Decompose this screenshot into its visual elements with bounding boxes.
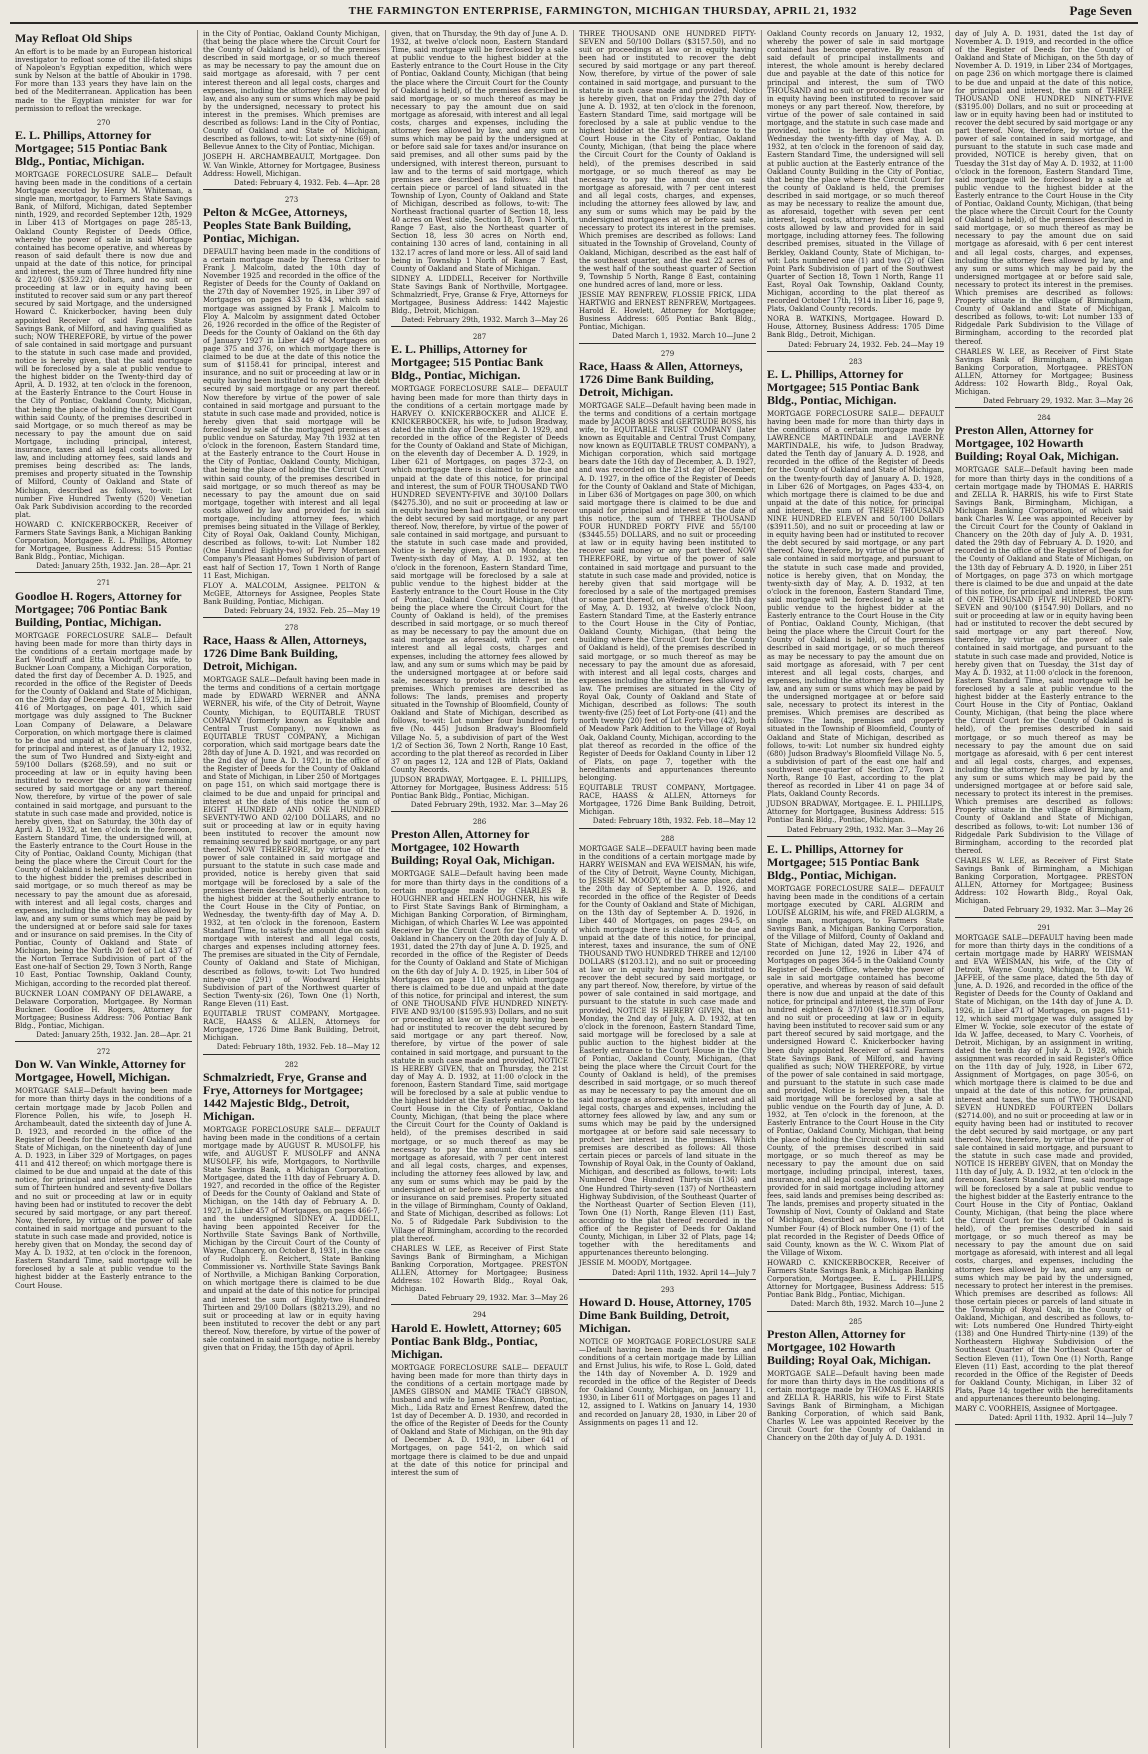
notice-heading: E. L. Phillips, Attorney for Mortgagee; 515 Pontiac Bank Bldg., Pontiac, Michigan.	[391, 342, 544, 383]
notice-heading: May Refloat Old Ships	[15, 31, 133, 45]
notice-dates: Dated February 29, 1932. Mar. 3—May 26	[955, 906, 1133, 917]
notice-dates: Dated: February 24, 1932. Feb. 25—May 19	[203, 607, 380, 618]
notice-heading: Race, Haass & Allen, Attorneys, 1726 Dime Bank Building, Detroit, Michigan.	[203, 633, 367, 674]
notice-number: 283	[848, 357, 863, 366]
notice-heading: Don W. Van Winkle, Attorney for Mortgagee, Howell, Michigan.	[15, 1057, 186, 1085]
legal-notice	[15, 119, 192, 574]
notice-number: 286	[472, 818, 487, 827]
notice-body: MORTGAGE FORECLOSURE SALE— DEFAULT having been made for more than thirty days in the conditions of a certain mortgage made by JAMES GIBSON and MAMIE TRACY GIBSON, husband and wife to James Mac-Kinnon, Pontiac, Mich., Lida Ratz and Ernest Renfrew, dated the 1st day of December A. D. 1930, and recorded in the office of the Register of Deeds for the County of Oakland and State of Michigan, on the 9th day of December A. D. 1930, in Liber 641 of Mortgages, on page 541-2, on which said mortgage there is claimed to be due and unpaid at the date of this notice for principal and interest the sum of	[391, 1363, 568, 1477]
paper-title: THE FARMINGTON ENTERPRISE, FARMINGTON, MICHIGAN THURSDAY, APRIL 21, 1932	[348, 5, 857, 17]
legal-notice	[579, 350, 756, 829]
notice-body: MORTGAGE SALE—DEFAULT having been made in the conditions of a certain mortgage made by HARRY WEISMAN and EVA WEISMAN, his wife, of the City of Detroit, Wayne County, Michigan, to JESSIE M. MOODY, of the same place, dated the 20th day of September A. D. 1926, and recorded in the office of the Register of Deeds for the County of Oakland and State of Michigan, on the 13th day of September A. D. 1926, in Liber 440 of Mortgages, on pages 294-5, on which mortgage there is claimed to be due and unpaid at the date of this notice, for principal, interest, taxes and insurance, the sum of ONE THOUSAND TWO HUNDRED THREE and 12/100 DOLLARS ($1203.12), and no suit or proceeding at law or in equity having been instituted to recover the debt secured by said mortgage, or any part thereof. Now, therefore, by virtue of the power of sale contained in said mortgage, and pursuant to the statute in such case made and provided, NOTICE IS HEREBY GIVEN, that on Monday, the 2nd day of July, A. D. 1932, at ten o'clock in the forenoon, Eastern Standard Time, said mortgage will be foreclosed by a sale at public auction to the highest bidder at the Easterly entrance to the Court House in the City of Pontiac, Oakland County, Michigan, (that being the place where the Circuit Court for the County of Oakland is held), of the premises described in said mortgage, or so much thereof as may be necessary to pay the amount due on said mortgage as aforesaid, with interest and all legal costs, charges and expenses, including the attorney fees allowed by law, and any sum or sums which may be paid by the undersigned mortgagee at or before said sale necessary to protect her interest in the premises. Which premises are described as follows: All those certain pieces or parcels of land situate in the Township of Royal Oak, in the County of Oakland, Michigan, and described as follows, to-wit: Lots Numbered One Hundred Thirty-six (136) and One Hundred Thirty-seven (137) of Northeastern Highway Subdivision, of the Southeast Quarter of the Northeast Quarter of Section Eleven (11), Town One (1) North, Range Eleven (11) East, according to the plat thereof recorded in the office of the Register of Deeds for Oakland County, Michigan, in Liber 32 of Plats, page 14; together with the hereditaments and appurtenances thereunto belonging.	[579, 844, 756, 1258]
legal-notice	[203, 196, 380, 618]
notice-heading: Harold E. Howlett, Attorney; 605 Pontiac Bank Bldg., Pontiac, Michigan.	[391, 1320, 562, 1361]
notice-dates: Dated: February 24, 1932. Feb. 24—May 19	[767, 341, 944, 352]
legal-notice	[579, 30, 756, 344]
legal-notice	[579, 1286, 756, 1427]
notice-body: MORTGAGE FORECLOSURE SALE— Default having been made in the conditions of a certain Mortgage executed by Henry M. Whiteman, a single man, mortgagor, to Farmers State Savings Bank, of Milford, Michigan, dated September ninth, 1929, and recorded September 12th, 1929 in Liber 413 of Mortgages on page 285-13, Oakland County Register of Deeds Office, whereby the power of sale in said Mortgage contained has become operative, and whereas by reason of said default there is now due and unpaid at the date of this notice, for principal and interest, the sum of Three hundred fifty nine & 22/100 ($359.22) dollars, and no suit or proceeding at law or in equity having been instituted to recover said sum or any part thereof secured by said Mortgage, and the undersigned Howard C. Knickerbocker, having been duly appointed Receiver of said Farmers State Savings Bank, of Milford, and having qualified as such; NOW THEREFORE, by virtue of the power of sale contained in said mortgage and pursuant to the statute in such case made and provided, notice is hereby given, that the said mortgage will be foreclosed by a sale at public vendue to the highest bidder on the Twenty-third day of April, A. D. 1932, at ten o'clock in the forenoon, at the Easterly Entrance to the Court House in the City of Pontiac, Oakland County, Michigan, that being the place of holding the Circuit Court within said County, of the premises described in said Mortgage, or so much thereof as may be necessary to pay the amount due on said Mortgage, including principal, interest, insurance, taxes and all legal costs allowed by law, and including attorney fees, said lands and premises being described as: The lands, premises and property situated in the Township of Milford, County of Oakland and State of Michigan, described as follows, to-wit: Lot number Five Hundred Twenty (520) Venetian Oak Park Subdivision according to the recorded plat.	[15, 170, 192, 519]
notice-dates: Dated: February 18th, 1932. Feb. 18—May 12	[579, 817, 756, 828]
notice-body: given, that on Thursday, the 9th day of June A. D. 1932, at twelve o'clock noon, Eastern Standard Time, said mortgage will be foreclosed by a sale at public vendue to the highest bidder at the Easterly entrance to the Court House in the City of Pontiac, Oakland County, Michigan (that being the place where the Circuit Court for the County of Oakland is held), of the premises described in said mortgage, or so much thereof as may be necessary to pay the amount due on said mortgage as aforesaid, with interest and all legal costs, charges and expenses, including the attorney fees allowed by law, and any sum or sums which may be paid by the undersigned at or before said sale for taxes and/or insurance on said premises, and all other sums paid by the undersigned, with interest thereon, pursuant to law and to the terms of said mortgage, which premises are described as follows: All that certain piece or parcel of land situated in the Township of Lyon, County of Oakland and State of Michigan, described as follows, to-wit: The Northeast fractional quarter of Section 18, less 40 acres on West side, Section 18, Town 1 North, Range 7 East, also the Northeast quarter of Section 18, less 30 acres on North end, containing 130 acres of land, containing in all 132.17 acres of land more or less. All of said land being in Township 1 North of Range 7 East, County of Oakland and State of Michigan.	[391, 30, 568, 273]
notice-number: 273	[284, 195, 299, 204]
notice-heading: Preston Allen, Attorney for Mortgagee, 102 Howarth Building; Royal Oak, Michigan.	[767, 1326, 931, 1367]
notice-heading: E. L. Phillips, Attorney for Mortgagee; 515 Pontiac Bank Bldg., Pontiac, Michigan.	[15, 127, 168, 168]
notice-heading: Race, Haass & Allen, Attorneys, 1726 Dime Bank Building, Detroit, Michigan.	[579, 358, 743, 399]
legal-notice	[15, 32, 192, 113]
notice-number: 270	[96, 118, 111, 127]
newspaper-column	[950, 30, 1138, 1748]
notice-body: MORTGAGE FORECLOSURE SALE— DEFAULT having been made in the conditions of a certain mortgage made by AUGUST R. MUSOLFF, his wife, and AUGUST F. MUSOLFF and ANNA MUSOLFF, his wife, Mortgagors, to Northville State Savings Bank, a Michigan Corporation, Mortgagee, dated the 11th day of February A. D. 1927, and recorded in the office of the Register of Deeds for the County of Oakland and State of Michigan, on the 14th day of February A. D. 1927, in Liber 457 of Mortgages, on pages 466-7, and the undersigned SIDNEY A. LIDDELL, having been appointed Receiver for the Northville State Savings Bank of Northville, Michigan by the Circuit Court of the County of Wayne, Chancery, on October 8, 1931, in the case of Rudolph E. Reichert, State Banking Commissioner vs. Northville State Savings Bank of Northville, a Michigan Banking Corporation, on which mortgage there is claimed to be due and unpaid at the date of this notice for principal and interest the sum of Eighty-two Hundred Thirteen and 29/100 Dollars ($8213.29), and no suit or proceeding at law or in equity having been instituted to recover the debt or any part thereof. Now, therefore, by virtue of the power of sale contained in said mortgage, notice is hereby given that on Friday, the 15th day of April.	[203, 1125, 380, 1353]
notice-heading: Howard D. House, Attorney, 1705 Dime Bank Building, Detroit, Michigan.	[579, 1294, 752, 1335]
notice-signature: JUDSON BRADWAY, Mortgagee. E. L. PHILLIPS, Attorney for Mortgagee, Business Address: 515 Pontiac Bank Bldg., Pontiac, Michigan.	[767, 800, 944, 825]
legal-notice	[15, 1048, 192, 1289]
masthead	[10, 0, 1138, 24]
notice-dates: Dated: April 11th, 1932. April 14—July 7	[955, 1414, 1133, 1425]
notice-body: MORTGAGE SALE—Default having been made for more than thirty days in the conditions of a certain mortgage made by THOMAS E. HARRIS and ZELLA R. HARRIS, his wife to First State Savings Bank, Birmingham, Michigan, a Michigan Banking Corporation, of which said bank Charles W. Lee was appointed Receiver by the Circuit Court for the County of Oakland in Chancery on the 20th day of July A. D. 1931, dated the 29th day of February A. D. 1920, and recorded in the office of the Register of Deeds for the County of Oakland and State of Michigan, on the 13th day of February A. D. 1920, in Liber 251 of Mortgages, on page 373 on which mortgage there is claimed to be due and unpaid at the date of this notice, for principal and interest, the sum of ONE THOUSAND FIVE HUNDRED FORTY-SEVEN and 90/100 ($1547.90) Dollars, and no suit or proceeding at law or in equity having been had or instituted to recover the debt secured by said mortgage or any part thereof. Now, therefore, by virtue of the power of sale contained in said mortgage, and pursuant to the statute in such case made and provided, Notice is hereby given that on Tuesday, the 31st day of May A. D. 1932, at 11:00 o'clock in the forenoon, Eastern Standard Time, said mortgage will be foreclosed by a sale at public vendue to the highest bidder at the Easterly entrance to the Court House in the City of Pontiac, Oakland County, Michigan, (that being the place where the Circuit Court for the County of Oakland is held), of the premises described in said mortgage, or so much thereof as may be necessary to pay the amount due on said mortgage as aforesaid, with 6 per cent interest and all legal costs, charges, and expenses, including the attorney fees allowed by law, and any sum or sums which may be paid by the undersigned mortgagee at or before said sale, necessary to protect its interest in the premises. Which premises are described as follows: Property situate in the village of Birmingham, County of Oakland and State of Michigan, described as follows, to-wit: Lot number 136 of Ridgedale Park Subdivision to the Village of Birmingham, according to the recorded plat thereof.	[955, 466, 1133, 855]
notice-number: 278	[284, 624, 299, 633]
notice-heading: Preston Allen, Attorney for Mortgagee, 102 Howarth Building; Royal Oak, Michigan.	[391, 827, 555, 868]
notice-signature: BUCKNER LOAN COMPANY OF DELAWARE, a Delaware Corporation, Mortgagee. By Norman Buckner. Goodloe H. Rogers, Attorney for Mortgagee; Business Address: 706 Pontiac Bank Bldg., Pontiac, Michigan.	[15, 989, 192, 1031]
notice-body: MORTGAGE SALE—DEFAULT having been made for more than thirty days in the conditions of a certain mortgage made by HARRY WEISMAN and EVA WEISMAN, his wife, of the City of Detroit, Wayne County, Michigan, to IDA W. JAFFEE, of the same place, dated the 5th day of June, A. D. 1926, and recorded in the office of the Register of Deeds for the County of Oakland and State of Michigan, on the 14th day of June A. D. 1926, in Liber 471 of Mortgages, on pages 511-12, which said mortgage was duly assigned by Elmer W. Yockie, sole executor of the estate of Ida W. Jaffee, deceased, to Mary C. Voorheis, of Detroit, Michigan, by an assignment in writing, dated the tenth day of July A. D. 1928, which assignment was recorded in said Register's Office on the 11th day of July, 1928, in Liber 672, Assignment of Mortgages, on page 305-6, on which mortgage there is claimed to be due and unpaid at the date of this notice, for principal, interest and taxes, the sum of TWO THOUSAND SEVEN HUNDRED FOURTEEN Dollars ($2714.00), and no suit or proceeding at law or in equity having been had or instituted to recover the debt secured by said mortgage, or any part thereof. Now, therefore, by virtue of the power of sale contained in said mortgage, and pursuant to the statute in such case made and provided, NOTICE IS HEREBY GIVEN, that on Monday the 11th day of July, A. D. 1932, at ten o'clock in the forenoon, Eastern Standard Time, said mortgage will be foreclosed by a sale at public vendue to the highest bidder at the Easterly entrance to the Court House in the City of Pontiac, Oakland County, Michigan, (that being the place where the Circuit Court for the County of Oakland is held), of the premises described in said mortgage, or so much thereof as may be necessary to pay the amount due on said mortgage as aforesaid, with interest and all legal costs, charges, and expenses, including the attorney fees allowed by law, and any sum or sums which may be paid by the undersigned, necessary to protect her interest in the premises. Which premises are described as follows: All those certain pieces or parcels of land situate in the Township of Royal Oak, in the County of Oakland, Michigan, and described as follows, to-wit: Lots numbered One Hundred Thirty-eight (138) and One Hundred Thirty-nine (139) of the Northeastern Highway Subdivision of the Southeast Quarter of the Northeast Quarter of Section Eleven (11), Town One (1) North, Range Eleven (11) East, according to the plat thereof recorded in the Office of the Register of Deeds for Oakland County, Michigan, in Liber 32 of Plats, Page 14; together with the hereditaments and appurtenances thereunto belonging.	[955, 933, 1133, 1403]
notice-signature: JUDSON BRADWAY, Mortgagee. E. L. PHILLIPS, Attorney for Mortgagee, Business Address: 515 Pontiac Bank Bldg., Pontiac, Michigan.	[391, 775, 568, 801]
notice-number: 288	[660, 834, 675, 843]
legal-notice	[391, 818, 568, 1305]
notice-body: MORTGAGE SALE—Default having been made for more than thirty days in the conditions of a certain mortgage made by THOMAS E. HARRIS and ZELLA R. HARRIS, his wife to First State Savings Bank of Birmingham, a Michigan Banking Corporation, of which said Bank, Charles W. Lee was appointed Receiver by the Circuit Court for the County of Oakland in Chancery on the 20th day of July A. D. 1931.	[767, 1369, 944, 1443]
notice-body: in the City of Pontiac, Oakland County Michigan, (that being the place where the Circuit Court for the County of Oakland is held), of the premises described in said mortgage, or so much thereof as may be necessary to pay the amount due on said mortgage as aforesaid, with 7 per cent interest thereon and all legal costs, charges and expenses, including the attorney fees allowed by law, and also any sum or sums which may be paid by the undersigned, necessary to protect his interest in the premises. Which premises are described as follows: Land in the City of Pontiac, County of Oakland and State of Michigan, described as follows, to-wit: Lot sixty-nine (69) of Bellevue Annex to the City of Pontiac, Michigan.	[203, 30, 380, 152]
legal-notice	[579, 835, 756, 1280]
notice-body: MORTGAGE SALE—Default having been made for more than thirty days in the conditions of a certain mortgage made by Jacob Pollen and Florence Pollen, his wife, to Joseph H. Archambeault, dated the sixteenth day of June A. D. 1923, and recorded in the office of the Register of Deeds for the County of Oakland and State of Michigan, on the nineteenth day of June A. D. 1923, in Liber 329 of Mortgages, on pages 411 and 412 thereof; on which mortgage there is claimed to be due and unpaid at the date of this notice, for principal and interest and taxes the sum of Thirteen hundred and seventy-five Dollars and no suit or proceeding at law or in equity having been had or instituted to recover the debt secured by said mortgage, or any part thereof. Now, therefore, by virtue of the power of sale contained in said mortgage and pursuant to the statute in such case made and provided, notice is hereby given that on Monday, the second day of May A. D. 1932, at ten o'clock in the forenoon, Eastern Standard Time, said mortgage will be foreclosed by a sale at public vendue to the highest bidder at the Easterly entrance to the Court House.	[15, 1087, 192, 1290]
legal-notice	[391, 30, 568, 327]
notice-body: An effort is to be made by an European historical investigator to refloat some of the ill-fated ships of Napoleon's Egyptian expedition, which were sunk by Nelson at the battle of Aboukir in 1798. For more than 133 years they have lain on the bed of the Mediterranean. Application has been made to the Egyptian minister for war for permission to refloat the wreckage.	[15, 48, 192, 113]
notice-heading: Preston Allen, Attorney for Mortgagee, 102 Howarth Building; Royal Oak, Michigan.	[955, 423, 1119, 464]
notice-number: 282	[284, 1060, 299, 1069]
notice-dates: Dated February 29th, 1932. Mar. 3—May 26	[391, 801, 568, 812]
notice-signature: EQUITABLE TRUST COMPANY, Mortgagee. RACE, HAASS & ALLEN, Attorneys for Mortgagee, 1726 Dime Bank Building, Detroit, Michigan.	[579, 784, 756, 817]
notice-number: 284	[1037, 414, 1051, 423]
legal-notice	[955, 414, 1133, 917]
notice-heading: E. L. Phillips, Attorney for Mortgagee; 515 Pontiac Bank Bldg., Pontiac, Michigan.	[767, 841, 920, 882]
notice-number: 291	[1037, 923, 1051, 932]
notice-dates: Dated: January 25th, 1932. Jan. 28—Apr. 21	[15, 1031, 192, 1042]
legal-notice	[203, 30, 380, 190]
notice-signature: NORA B. WATKINS, Mortgagee. Howard D. House, Attorney, Business Address: 1705 Dime Bank Bldg., Detroit, Michigan.	[767, 315, 944, 340]
legal-notice	[955, 30, 1133, 408]
legal-notice	[767, 30, 944, 352]
legal-notice	[391, 333, 568, 812]
notice-signature: JESSIE M. MOODY, Mortgagee.	[579, 1259, 692, 1268]
legal-notice	[767, 843, 944, 1312]
notice-signature: CHARLES W. LEE, as Receiver of First State Savings Bank of Birmingham, a Michigan Banking Corporation, Mortgagee. PRESTON ALLEN, Attorney for Mortgagee; Business Address: 102 Howarth Bldg., Royal Oak, Michigan.	[391, 1244, 568, 1294]
notice-signature: HOWARD C. KNICKERBOCKER, Receiver of Farmers State Savings Bank, a Michigan Banking Corporation, Mortgagee. E. L. Phillips, Attorney for Mortgagee, Business Address: 515 Pontiac Bank Bldg., Pontiac, Michigan.	[15, 520, 192, 562]
notice-number: 294	[472, 1311, 487, 1320]
notice-body: MORTGAGE SALE—Default having been made for more than thirty days in the conditions of a certain mortgage made by CHARLES B. HOUGHNER and HELEN HOUGHNER, his wife to First State Savings Bank of Birmingham, a Michigan Banking Corporation, of Birmingham, Michigan, of which Charles W. Lee was appointed Receiver by the Circuit Court for the County of Oakland in Chancery on the 20th day of July A. D. 1931, dated the 27th day of June A. D. 1925, and recorded in the office of the Register of Deeds for the County of Oakland and State of Michigan on the 6th day of July A. D. 1925, in Liber 504 of Mortgages on page 110, on which mortgage there is claimed to be due and unpaid at the date of this notice, for principal and interest, the sum of ONE THOUSAND FIVE HUNDRED NINETY-FIVE AND 93/100 ($1595.93) Dollars, and no suit or proceeding at law or in equity having been had or instituted to recover the debt secured by said mortgage or any part thereof. Now, therefore, by virtue of the power of sale contained in said mortgage, and pursuant to the statute in such case made and provided, NOTICE IS HEREBY GIVEN, that on Thursday, the 21st day of May A. D. 1932, at 11:00 o'clock in the forenoon, Eastern Standard Time, said mortgage will be foreclosed by a sale at public vendue to the highest bidder at the Easterly entrance to the Court House in the City of Pontiac, Oakland County, Michigan, (that being the place where the Circuit Court for the County of Oakland is held), of the premises described in said mortgage, or so much thereof as may be necessary to pay the amount due on said mortgage as aforesaid, with 7 per cent interest and all legal costs, charges, and expenses, including the attorney fees allowed by law, and any sum or sums which may be paid by the undersigned at or before said sale for taxes and or insurance on said premises. Property situated in the village of Birmingham, County of Oakland, and State of Michigan, described as follows: Lot No. 5 of Ridgedale Park Subdivision to the Village of Birmingham, according to the recorded plat thereof.	[391, 870, 568, 1243]
notice-body: MORTGAGE FORECLOSURE SALE— DEFAULT having been made for more than thirty days in the conditions of a certain mortgage made by HARVEY O. KNICKERBOCKER and ALICE E. KNICKERBOCKER, his wife, to Judson Bradway, dated the ninth day of December A. D. 1929, and recorded in the office of the Register of Deeds for the County of Oakland and State of Michigan, on the eleventh day of December A. D. 1929, in Liber 621 of Mortgages, on pages 372-3, on which mortgage there is claimed to be due and unpaid at the date of this notice, for principal and interest, the sum of FOUR THOUSAND TWO HUNDRED SEVENTY-FIVE and 30/100 Dollars ($4275.30), and no suit or proceeding at law or in equity having been had or instituted to recover the debt secured by said mortgage, or any part thereof. Now, therefore, by virtue of the power of sale contained in said mortgage, and pursuant to the statute in such case made and provided, Notice is hereby given, that on Monday, the Twenty-sixth day of May, A. D. 1932, at ten o'clock in the forenoon, Eastern Standard Time, said mortgage will be foreclosed by a sale at public vendue to the highest bidder at the Easterly entrance to the Court House in the City of Pontiac, Oakland County, Michigan, (that being the place where the Circuit Court for the County of Oakland is held), of the premises described in said mortgage, or so much thereof as may be necessary to pay the amount due on said mortgage as aforesaid, with 7 per cent interest and all legal costs, charges and expenses, including the attorney fees allowed by law, and any sum or sums which may be paid by the undersigned mortgagee at or before said sale, necessary to protect its interest in the premises. Which premises are described as follows: The lands, premises and property situated in the Township of Bloomfield, County of Oakland and State of Michigan, described as follows, to-wit: Lot number four hundred forty five (No. 445) Judson Bradway's Bloomfield Village No. 5, a subdivision of part of the West 1/2 of Section 36, Town 2 North, Range 10 East, according to the plat thereof as recorded in Liber 37 on pages 12, 12A and 12B of Plats, Oakland County Records.	[391, 385, 568, 774]
notice-dates: Dated: January 25th, 1932. Jan. 28—Apr. 21	[15, 562, 192, 573]
notice-signature: JESSIE MAY RENFREW, FLOSSIE FRICK, LIDA HARTWIG and ERNEST RENFREW, Mortgagees. Harold E. Howlett, Attorney for Mortgagee; Business Address: 605 Pontiac Bank Bldg., Pontiac, Michigan.	[579, 291, 756, 332]
notice-body: NOTICE OF MORTGAGE FORECLOSURE SALE—Default having been made in the terms and conditions of a certain mortgage made by Lillian and Ernst Julius, his wife, to Rose L. Gold, dated the 14th day of November A. D. 1929 and recorded in the office of the Register of Deeds for Oakland County, Michigan, on January 11, 1930, in Liber 611 of Mortgages on pages 11 and 12, assigned to I. Watkins on January 14, 1930 and recorded on January 28, 1930, in Liber 20 of Assignments on pages 11 and 12.	[579, 1337, 756, 1427]
notice-number: 271	[96, 579, 111, 588]
notice-dates: Dated: February 29th, 1932. March 3—May 26	[391, 316, 568, 327]
notice-body: MORTGAGE FORECLOSURE SALE— DEFAULT having been made in the conditions of a certain mortgage executed by CARL ALGRIM and LOUISE ALGRIM, his wife, and FRED ALGRIM, a single man, mortgagors, to Farmers State Savings Bank, a Michigan Banking Corporation, of the Village of Milford, County of Oakland and State of Michigan, dated May 22, 1926, and recorded on June 12, 1926 in Liber 474 of Mortgages on pages 364-5 in the Oakland County Register of Deeds Office, whereby the power of sale in said mortgage contained has become operative, and whereas by reason of said default there is now due and unpaid at the date of this notice, for principal and interest, the sum of Four hundred eighteen & 37/100 ($418.37) Dollars, and no suit or proceeding at law or in equity having been instituted to recover said sum or any part thereof secured by said mortgage, and the undersigned Howard C. Knickerbocker having been duly appointed Receiver of said Farmers State Savings Bank, of Milford, and having qualified as such; NOW THEREFORE, by virtue of the power of sale contained in said mortgage, and pursuant to the statute in such case made and provided, Notice is hereby given, that the said mortgage will be foreclosed by a sale at public vendue on the Fourth day of June, A. D. 1932, at Ten o'clock in the forenoon, at the Easterly Entrance to the Court House in the City of Pontiac, Oakland County, Michigan, that being the place of holding the Circuit court within said County, of the premises described in said mortgage, or so much thereof as may be necessary to pay the amount due on said mortgage, including principal, interest, taxes, insurance, and all legal costs allowed by law, and provided for in said mortgage including attorney fees, said lands and premises being described as: The lands, premises and property situated in the Township of Novi, County of Oakland and State of Michigan, described as follows, to-wit: Lot Number Four (4) of Block number One (1) of the plat recorded in the Register of Deeds Office of said County, known as the W. C. Wixom Plat of the Village of Wixom.	[767, 884, 944, 1257]
notice-dates: Dated: February 18th, 1932. Feb. 18—May 12	[203, 1043, 380, 1054]
notice-number: 293	[660, 1285, 675, 1294]
notice-number: 287	[472, 333, 487, 342]
newspaper-column	[762, 30, 950, 1748]
notice-dates: Dated February 29, 1932. Mar. 3—May 26	[391, 1294, 568, 1305]
notice-signature: CHARLES W. LEE, as Receiver of First State Savings Bank of Birmingham, a Michigan Banking Corporation, Mortgagee. PRESTON ALLEN, Attorney for Mortgagee; Business Address: 102 Howarth Bldg., Royal Oak, Michigan.	[955, 347, 1133, 397]
notice-number: 272	[96, 1048, 111, 1057]
newspaper-column	[574, 30, 762, 1748]
notice-heading: Goodloe H. Rogers, Attorney for Mortgagee; 706 Pontiac Bank Building, Pontiac, Michigan.	[15, 588, 182, 629]
notice-signature: SIDNEY A. LIDDELL, Receiver for Northville State Savings Bank of Northville, Mortgagee. Schmalzriedt, Frye, Granse & Frye, Attorneys for Mortgagee, Business Address: 1442 Majestic Bldg., Detroit, Michigan.	[391, 274, 568, 316]
legal-notice	[203, 624, 380, 1054]
notice-body: MORTGAGE FORECLOSURE SALE— DEFAULT having been made for more than thirty days in the conditions of a certain mortgage made by LAWRENCE MARTINDALE and LAVERNE MARTINDALE, his wife, to Judson Bradway, dated the Tenth day of January A. D. 1928, and recorded in the office of the Register of Deeds for the County of Oakland and State of Michigan, on the twenty-fourth day of January A. D. 1928, in Liber 626 of Mortgages, on Pages 433-4, on which mortgage there is claimed to be due and unpaid at the date of this notice, for principal and interest, the sum of THREE THOUSAND NINE HUNDRED ELEVEN and 50/100 Dollars ($3911.50), and no suit or proceeding at law or in equity having been had or instituted to recover the debt secured by said mortgage, or any part thereof. Now, therefore, by virtue of the power of sale contained in said mortgage, and pursuant to the statute in such case made and provided, notice is hereby given, that on Monday, the twenty-sixth day of May, A. D. 1932, at ten o'clock in the forenoon, Eastern Standard Time, said mortgage will be foreclosed by a sale at public vendue to the highest bidder at the Easterly entrance to the Court House in the City of Pontiac, Oakland County, Michigan, (that being the place where the Circuit Court for the County of Oakland is held), of the premises described in said mortgage, or so much thereof as may be necessary to pay the amount due on said mortgage as aforesaid, with 7 per cent interest and all legal costs, charges, and expenses, including the attorney fees allowed by law, and any sum or sums which may be paid by the undersigned mortgagee at or before said sale, necessary to protect its interest in the premises. Which premises are described as follows: The lands, premises and property situated in the Township of Bloomfield, County of Oakland and State of Michigan, described as follows, to-wit: Lot number six hundred eighty (680) Judson Bradway's Bloomfield Village No. 5, a subdivision of part of the east one half and southwest one-quarter of Section 27, Town 2 North, Range 10 East, according to the plat thereof as recorded in Liber 41 on page 34 of Plats, Oakland County Records.	[767, 409, 944, 799]
notice-heading: Pelton & McGee, Attorneys, Peoples State Bank Building, Pontiac, Michigan.	[203, 204, 352, 245]
legal-notice	[391, 1311, 568, 1476]
legal-notice	[767, 358, 944, 837]
notice-body: MORTGAGE SALE—Default having been made in the terms and conditions of a certain mortgage made by EDWARD WERNER and ANNA WERNER, his wife, of the City of Detroit, Wayne County, Michigan, to EQUITABLE TRUST COMPANY (formerly known as Equitable and Central Trust Company), now known as EQUITABLE TRUST COMPANY, a Michigan corporation, which said mortgage bears date the 28th day of June A. D. 1921, and was recorded on the 2nd day of June A. D. 1921, in the office of the Register of Deeds for the County of Oakland and State of Michigan, in Liber 250 of Mortgages on page 151, on which said mortgage there is claimed to be due and unpaid for principal and interest at the date of this notice the sum of EIGHT HUNDRED AND ONE HUNDRED SEVENTY-TWO AND 02/100 DOLLARS, and no suit or proceeding at law or in equity having been instituted to recover the amount now remaining secured by said mortgage, or any part thereof. NOW THEREFORE, by virtue of the power of sale contained in said mortgage and pursuant to the statute in such case made and provided, notice is hereby given that said mortgage will be foreclosed by a sale of the premises therein described, at public auction, to the highest bidder at the Southerly entrance to the Court House in the City of Pontiac, on Wednesday, the twenty-fifth day of May A. D. 1932, at ten o'clock in the forenoon, Eastern Standard Time, to satisfy the amount due on said mortgage with interest and all legal costs, charges and expenses including attorney fees. The premises are situated in the City of Ferndale, County of Oakland and State of Michigan, described as follows, to-wit: Lot Two hundred ninety-one (291) of Woodward Heights Subdivision of part of the Northwest quarter of Section Twenty-six (26), Town One (1) North, Range Eleven (11) East.	[203, 676, 380, 1008]
newspaper-column	[386, 30, 574, 1748]
legal-notices-columns	[10, 30, 1138, 1748]
legal-notice	[15, 579, 192, 1042]
notice-signature: MARY C. VOORHEIS, Assignee of Mortgagee.	[955, 1405, 1118, 1414]
notice-number: 279	[660, 349, 675, 358]
notice-dates: Dated February 29th, 1932. Mar. 3—May 26	[767, 826, 944, 837]
notice-number: 285	[848, 1317, 863, 1326]
notice-body: DEFAULT having been made in the conditions of a certain mortgage made by Theresa Critser to Frank J. Malcolm, dated the 10th day of November 1925 and recorded in the office of the Register of Deeds for the County of Oakland on the 27th day of November 1925, in Liber 397 of Mortgages on pages 433 to 434, which said mortgage was assigned by Frank J. Malcolm to Floy A. Malcolm by assignment dated October 26, 1926 recorded in the office of the Register of Deeds for the County of Oakland on the 6th day of January 1927 in Liber 449 of Mortgages on page 375 and 376, on which mortgage there is claimed to be due at the date of this notice the sum of $1158.41 for principal, interest and insurance, and no suit or proceeding at law or in equity having been instituted to recover the debt secured by said mortgage or any part thereof. Now therefore by virtue of the power of sale contained in said mortgage and pursuant to the statute in such case made and provided, notice is hereby given that said mortgage will be foreclosed by sale of the mortgaged premises at public vendue on Saturday, May 7th 1932 at ten o'clock in the forenoon, Eastern Standard time, at the Easterly entrance to the Court House in the City of Pontiac, Oakland County, Michigan, that being the place of holding the Circuit Court within said county, of the premises described in said mortgage, or so much thereof as may be necessary to pay the amount due on said mortgage, together with interest and all legal costs allowed by law and provided for in said mortgage, including attorney fees, which premises being situated in the Village of Berkley, City of Royal Oak, Oakland County, Michigan, described as follows, to-wit: Lot Number 182 (One Hundred Eighty-two) of Perry Mortensen Company's Pleasant Homes Subdivision of part of east half of Section 17, Town 1 North of Range 11 East, Michigan.	[203, 247, 380, 580]
notice-body: MORTGAGE FORECLOSURE SALE— Default having been made for more than thirty days in the conditions of a certain mortgage made by Earl Woodruff and Etta Woodruff, his wife, to Buckner Loan Company, a Michigan Corporation, dated the first day of December A. D. 1925, and recorded in the office of the Register of Deeds for the County of Oakland and State of Michigan, on the 29th day of December A. D. 1925, in Liber 416 of Mortgages, on page 401, which said mortgage was duly assigned to The Buckner Loan Company of Delaware, a Delaware Corporation, on which mortgage there is claimed to be due and unpaid at the date of this notice, for principal and interest, as of January 12, 1932, the sum of Two Hundred and Sixty-eight and 59/100 Dollars ($268.59), and no suit or proceeding at law or in equity having been instituted to recover the debt now remaining secured by said mortgage or any part thereof. Now, therefore, by virtue of the power of sale contained in said mortgage, and pursuant to the statute in such case made and provided, notice is hereby given, that on Saturday, the 30th day of April A. D. 1932, at ten o'clock in the forenoon, Eastern Standard Time, the undersigned will, at the Easterly entrance to the Court House in the City of Pontiac, Oakland County, Michigan (that being the place where the Circuit Court for the County of Oakland is held), sell at public auction to the highest bidder the premises described in said mortgage, or so much thereof as may be necessary to pay the amount due as aforesaid, with interest and all legal costs, charges and expenses, including the attorney fees allowed by law, and any sum or sums which may be paid by the undersigned at or before said sale for taxes and or insurance on said premises. In the City of Pontiac, County of Oakland and State of Michigan, being the North 20 feet of Lot 437 of the Norton Terrace Subdivision of part of the East one-half of Section 29, Town 3 North, Range 10 East, Pontiac Township, Oakland County, Michigan, according to the recorded plat thereof.	[15, 631, 192, 988]
notice-dates: Dated February 29, 1932. Mar. 3—May 26	[955, 397, 1133, 408]
notice-signature: FLOY A. MALCOLM, Assignee. PELTON & McGEE, Attorneys for Assignee, Peoples State Bank Building, Pontiac, Michigan.	[203, 581, 380, 606]
newspaper-column	[10, 30, 198, 1748]
notice-body: day of July A. D. 1931, dated the 1st day of November A. D. 1919, and recorded in the office of the Register of Deeds for the County of Oakland and State of Michigan, on the 5th day of November A. D. 1919, in Liber 234 of Mortgages, on page 236 on which mortgage there is claimed to be due and unpaid at the date of this notice, for principal and interest, the sum of THREE THOUSAND ONE HUNDRED NINETY-FIVE ($3195.00) Dollars, and no suit or proceeding at law or in equity having been had or instituted to recover the debt secured by said mortgage or any part thereof. Now, therefore, by virtue of the power of sale contained in said mortgage, and pursuant to the statute in such case made and provided, NOTICE is hereby given, that on Tuesday the 31st day of May A. D. 1932, at 11:00 o'clock in the forenoon, Eastern Standard Time, said mortgage will be foreclosed by a sale at public vendue to the highest bidder at the Easterly entrance to the Court House in the City of Pontiac, Oakland County, Michigan, (that being the place where the Circuit Court for the County of Oakland is held), of the premises described in said mortgage, or so much thereof as may be necessary to pay the amount due on said mortgage as aforesaid, with 6 per cent interest and all legal costs, charges, and expenses, including the attorney fees allowed by law, and any sum or sums which may be paid by the undersigned mortgagee at or before said sale, necessary to protect its interest in the premises. Which premises are described as follows: Property situate in the village of Birmingham, County of Oakland and State of Michigan, described as follows, to-wit: Lot number 133 of Ridgedale Park Subdivision to the Village of Birmingham, according to the recorded plat thereof.	[955, 30, 1133, 346]
notice-body: Oakland County records on January 12, 1932, whereby the power of sale in said mortgage contained has become operative. By reason of said default of principal installments and interest, the whole amount is hereby declared due and payable at the date of this notice for principal and interest, the sum of TWO THOUSAND and no suit or proceedings in law or in equity having been instituted to recover said moneys or any part thereof. Now, therefore, by virtue of the power of sale contained in said mortgage, and the statute in such case made and provided, notice is hereby given that on Wednesday the twenty-fifth day of May, A. D. 1932, at ten o'clock in the forenoon of said day, Eastern Standard Time, the undersigned will sell at public auction at the Easterly entrance of the Oakland County Building in the City of Pontiac, that being the place where the Circuit Court for the county of Oakland is held, the premises described in said mortgage, or so much thereof as may be necessary to realize the amount due, as aforesaid, together with seven per cent interest, legal costs, attorney fees and all legal costs allowed by law and provided for in said mortgage, including attorney fees. The following described premises, situated in the Village of Berkley, Oakland County, State of Michigan, to-wit: Lots numbered one (1) and two (2) of Glen Point Park Subdivision of part of the Southwest Quarter of Section 18, Town 1 North, Range 11 East, Royal Oak Township, Oakland County, Michigan, according to the plat thereof as recorded October 17th, 1914 in Liber 16, page 9, Plats, Oakland County records.	[767, 30, 944, 314]
notice-signature: CHARLES W. LEE, as Receiver of First State Savings Bank of Birmingham, a Michigan Banking Corporation, Mortgagee. PRESTON ALLEN, Attorney for Mortgagee; Business Address: 102 Howarth Bldg., Royal Oak, Michigan.	[955, 856, 1133, 906]
page-label: Page Seven	[1069, 3, 1132, 18]
notice-signature: EQUITABLE TRUST COMPANY, Mortgagee. RACE, HAASS & ALLEN, Attorneys for Mortgagee, 1726 Dime Bank Building, Detroit, Michigan.	[203, 1010, 380, 1043]
notice-body: MORTGAGE SALE—Default having been made in the terms and conditions of a certain mortgage made by JACOB BOSS and GERTRUDE BOSS, his wife, to EQUITABLE TRUST COMPANY (later known as Equitable and Central Trust Company, now known as EQUITABLE TRUST COMPANY), a Michigan corporation, which said mortgage bears date the 16th day of December, A. D. 1927, and was recorded on the 21st day of December, A. D. 1927, in the office of the Register of Deeds for the County of Oakland and State of Michigan, in Liber 636 of Mortgages on page 300, on which said mortgage there is claimed to be due and unpaid for principal and interest at the date of this notice, the sum of THREE THOUSAND FOUR HUNDRED FORTY FIVE and 55/100 ($3445.55) DOLLARS, and no suit or proceeding at law or in equity having been instituted to recover said money or any part thereof. NOW THEREFORE, by virtue of the power of sale contained in said mortgage and pursuant to the statute in such case made and provided, notice is hereby given that said mortgage will be foreclosed by a sale of the mortgaged premises or some part thereof, on Wednesday, the 18th day of May, A. D. 1932, at twelve o'clock Noon, Eastern Standard Time, at the Easterly entrance to the Court House in the City of Pontiac, Oakland County, Michigan, (that being the building where the Circuit Court for the County of Oakland is held), of the premises described in said mortgage, or so much thereof as may be necessary to pay the amount due as aforesaid, with interest and all legal costs, charges and expenses including the attorney fees allowed by law. The premises are situated in the City of Royal Oak, County of Oakland and State of Michigan, described as follows: The south twenty-five (25) feet of Lot Forty-one (41) and the north twenty (20) feet of Lot Forty-two (42), both of Meadow Park Addition to the Village of Royal Oak, Oakland County, Michigan, according to the plat thereof as recorded in the office of the Register of Deeds for Oakland County in Liber 12 of Plats, on page 7, together with the hereditaments and appurtenances thereunto belonging.	[579, 401, 756, 782]
notice-dates: Dated: February 4, 1932. Feb. 4—Apr. 28	[203, 179, 380, 190]
notice-heading: Schmalzriedt, Frye, Granse and Frye, Attorneys for Mortgagee; 1442 Majestic Bldg., Detroit, Michigan.	[203, 1069, 367, 1123]
notice-dates: Dated March 1, 1932. March 10—June 2	[579, 332, 756, 343]
notice-signature: HOWARD C. KNICKERBOCKER, Receiver of Farmers State Savings Bank, a Michigan Banking Corporation, Mortgagee. E. L. PHILLIPS, Attorney for Mortgagee, Business Address: 515 Pontiac Bank Bldg., Pontiac, Michigan.	[767, 1258, 944, 1300]
notice-dates: Dated: April 11th, 1932. April 14—July 7	[579, 1269, 756, 1280]
newspaper-column	[198, 30, 386, 1748]
notice-signature: JOSEPH H. ARCHAMBEAULT, Mortgagee. Don W. Van Winkle, Attorney for Mortgagee, Business Address: Howell, Michigan.	[203, 153, 380, 178]
legal-notice	[767, 1318, 944, 1443]
legal-notice	[203, 1061, 380, 1353]
notice-heading: E. L. Phillips, Attorney for Mortgagee; 515 Pontiac Bank Bldg., Pontiac, Michigan.	[767, 366, 920, 407]
notice-body: THREE THOUSAND ONE HUNDRED FIFTY-SEVEN and 50/100 Dollars ($3157.50), and no suit or proceedings at law or in equity having been had or instituted to recover the debt secured by said mortgage or any part thereof. Now, therefore, by virtue of the power of sale contained in said mortgage, and pursuant to the statute in such case made and provided, Notice is hereby given, that on Friday the 27th day of June A. D. 1932, at ten o'clock in the forenoon, Eastern Standard Time, said mortgage will be foreclosed by a sale at public vendue to the highest bidder at the Easterly entrance to the Court House in the City of Pontiac, Oakland County, Michigan, (that being the place where the Circuit Court for the County of Oakland is held), of the premises described in said mortgage, or so much thereof as may be necessary to pay the amount due on said mortgage as aforesaid, with 7 per cent interest and all legal costs, charges, and expenses, including the attorney fees allowed by law, and any sum or sums which may be paid by the undersigned mortgagees at or before said sale, necessary to protect its interest in the premises. Which premises are described as follows: Land situated in the Township of Groveland, County of Oakland, Michigan, described as the east half of the southeast quarter, and the east 22 acres of the west half of the southeast quarter of Section 9, Township 5 North, Range 8 East, containing one hundred acres of land, more or less.	[579, 30, 756, 289]
legal-notice	[955, 924, 1133, 1426]
notice-dates: Dated: March 8th, 1932. March 10—June 2	[767, 1300, 944, 1311]
